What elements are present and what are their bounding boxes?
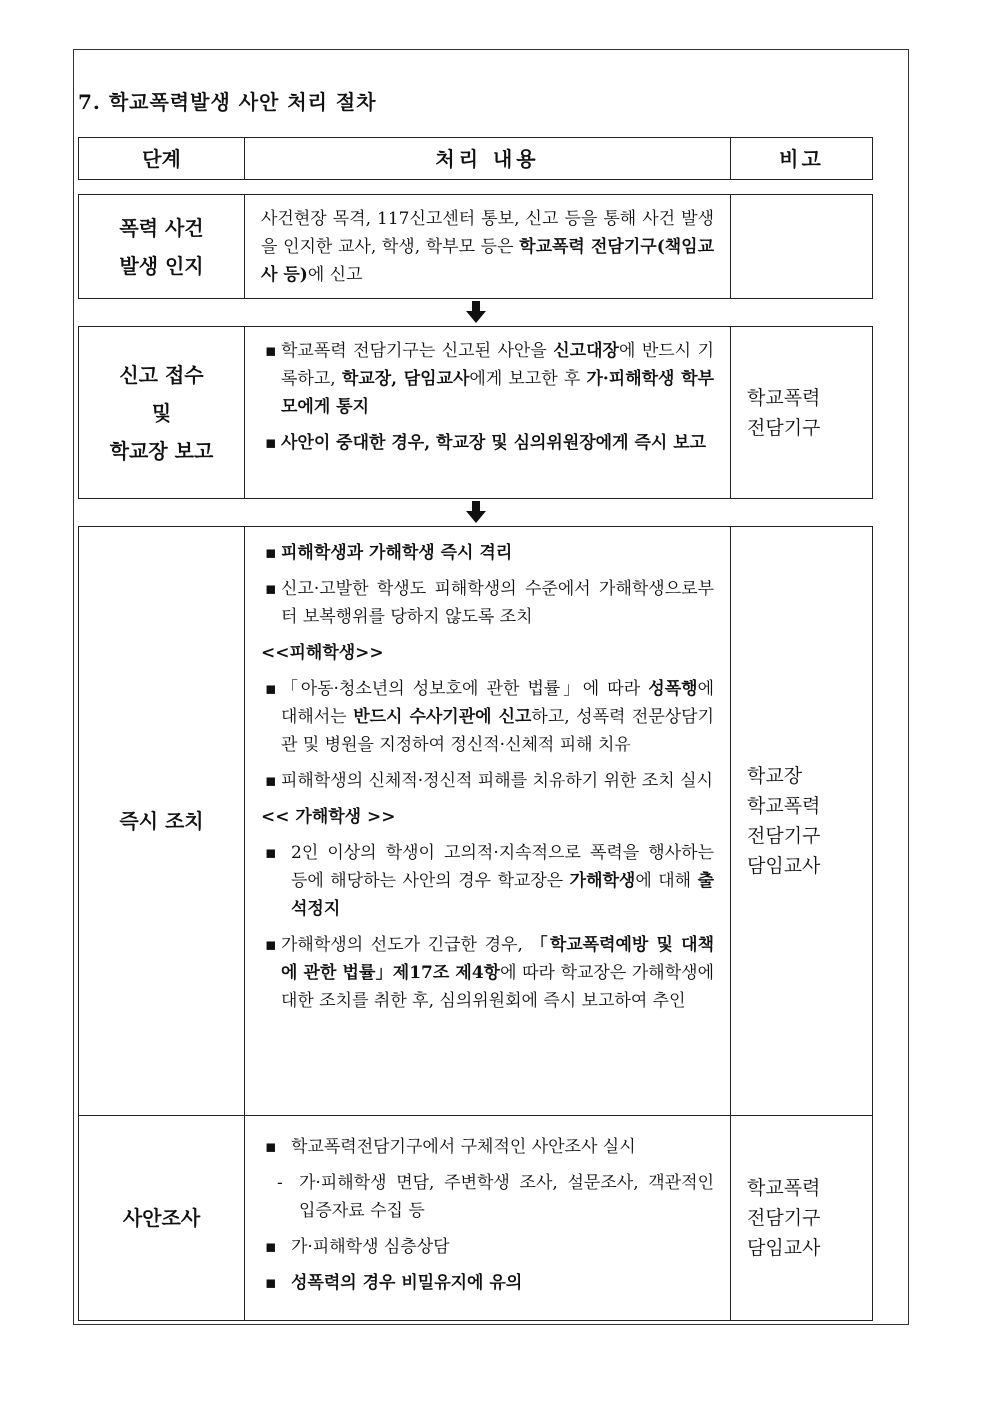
down-arrow-icon (466, 301, 486, 323)
step-recognition (78, 194, 873, 299)
offender-heading: << 가해학생 >> (261, 807, 396, 827)
note-cell (731, 1115, 872, 1320)
item-bold: 성폭행 (648, 679, 698, 699)
content-cell (245, 527, 731, 1115)
list-item (261, 337, 714, 421)
recognition-target: 학교폭력 전담기구(책임교사 등) (261, 237, 714, 285)
item-bold: 반드시 수사기관에 신고 (353, 707, 532, 727)
content-cell (245, 195, 731, 298)
recognition-text-end: 에 신고 (307, 265, 363, 285)
item-bold: 「학교폭력예방 및 대책에 관한 법률」제17조 제4항 (281, 935, 714, 983)
bullet-icon: ▪ (265, 579, 277, 599)
steps-action-investigation (78, 526, 873, 1321)
list-item (261, 675, 714, 759)
bullet-icon: ▪ (265, 843, 277, 863)
header-note: 비고 (779, 146, 824, 171)
header-stage: 단계 (79, 138, 245, 179)
content-cell (245, 1115, 731, 1320)
item-text: 학교폭력 전담기구는 신고된 사안을 (281, 341, 554, 361)
item-text: 에게 보고한 후 (469, 369, 587, 389)
table-header (78, 137, 873, 180)
step-investigation (79, 1115, 872, 1320)
item-text: 신고·고발한 학생도 피해학생의 수준에서 가해학생으로부터 보복행위를 당하지 않도록 조치 (281, 579, 714, 627)
note-line: 담임교사 (747, 1236, 821, 1259)
note-line: 학교폭력 (747, 1176, 821, 1199)
item-bold: 피해학생과 가해학생 즉시 격리 (281, 543, 513, 563)
note-cell (731, 195, 872, 298)
section-title: 7. 학교폭력발생 사안 처리 절차 (78, 90, 377, 114)
bullet-icon: ▪ (265, 1237, 277, 1257)
item-bold: 사안이 중대한 경우, 학교장 및 심의위원장에게 즉시 보고 (281, 433, 707, 453)
stage-label-line3: 학교장 보고 (109, 438, 214, 463)
item-text: 가·피해학생 면담, 주변학생 조사, 설문조사, 객관적인 입증자료 수집 등 (299, 1173, 714, 1221)
item-bold: 가해학생 (569, 871, 636, 891)
note-line: 학교폭력 (747, 386, 821, 409)
stage-label-line2: 및 (151, 400, 172, 425)
item-bold: 학교장, 담임교사 (341, 369, 470, 389)
down-arrow-icon (466, 501, 486, 523)
list-item (261, 839, 714, 923)
stage-label-line1: 신고 접수 (119, 362, 204, 387)
stage-cell: 사안조사 (79, 1115, 245, 1320)
list-subitem (261, 1169, 714, 1225)
content-cell (245, 327, 731, 498)
bullet-icon: ▪ (265, 679, 277, 699)
list-item (261, 539, 714, 567)
bullet-icon: ▪ (265, 1137, 277, 1157)
item-text: 에 대해 (635, 871, 698, 891)
note-line: 담임교사 (747, 855, 821, 877)
item-text: 학교폭력전담기구에서 구체적인 사안조사 실시 (291, 1137, 636, 1157)
item-text: 가·피해학생 심층상담 (291, 1237, 450, 1257)
item-bold: 성폭력의 경우 비밀유지에 유의 (291, 1273, 523, 1293)
recognition-text: 사건현장 목격, 117신고센터 통보, 신고 등을 통해 사건 발생을 인지한 교사, 학생, 학부모 등은 (261, 209, 714, 257)
header-content: 처리 내용 (245, 138, 731, 179)
bullet-icon: ▪ (265, 341, 277, 361)
item-bold: 가·피해학생 학부모에게 통지 (281, 369, 715, 417)
item-text: 가해학생의 선도가 긴급한 경우, (281, 935, 531, 955)
item-text: 2인 이상의 학생이 고의적·지속적으로 폭력을 행사하는 등에 해당하는 사안의 경우 학교장은 (291, 843, 714, 891)
list-item (261, 575, 714, 631)
item-text: 피해학생의 신체적·정신적 피해를 치유하기 위한 조치 실시 (281, 771, 713, 791)
item-bold: 출석정지 (291, 871, 714, 919)
bullet-icon: ▪ (265, 771, 277, 791)
list-item (261, 1133, 714, 1161)
list-item (261, 1269, 714, 1297)
item-text: 「아동·청소년의 성보호에 관한 법률」에 따라 (281, 679, 649, 699)
item-bold: 신고대장 (553, 341, 619, 361)
item-text: 에 대해서는 (281, 679, 714, 727)
list-item (261, 767, 714, 795)
item-text: 에 따라 학교장은 가해학생에 대한 조치를 취한 후, 심의위원회에 즉시 보고하여 추인 (281, 963, 714, 1011)
note-cell (731, 327, 872, 498)
list-item (261, 931, 714, 1015)
note-line: 전담기구 (747, 1206, 821, 1229)
note-line: 전담기구 (747, 825, 821, 847)
list-item (261, 429, 714, 457)
stage-label-line1: 폭력 사건 (119, 215, 204, 240)
bullet-icon: ▪ (265, 1273, 277, 1293)
list-item (261, 1233, 714, 1261)
note-line: 학교장 (747, 765, 803, 787)
item-text: 에 반드시 기록하고, (281, 341, 714, 389)
note-line: 학교폭력 (747, 795, 821, 817)
stage-cell: 즉시 조치 (79, 527, 245, 1115)
step-report (78, 326, 873, 499)
step-immediate-action (79, 527, 872, 1115)
note-line: 전담기구 (747, 416, 821, 439)
stage-cell (79, 327, 245, 498)
stage-cell (79, 195, 245, 298)
bullet-icon: ▪ (265, 543, 277, 563)
note-cell (731, 527, 872, 1115)
bullet-icon: ▪ (265, 433, 277, 453)
stage-label-line2: 발생 인지 (119, 253, 204, 278)
item-text: 하고, 성폭력 전문상담기관 및 병원을 지정하여 정신적·신체적 피해 치유 (281, 707, 715, 755)
dash-icon: - (277, 1173, 283, 1193)
bullet-icon: ▪ (265, 935, 277, 955)
victim-heading: <<피해학생>> (261, 643, 384, 663)
